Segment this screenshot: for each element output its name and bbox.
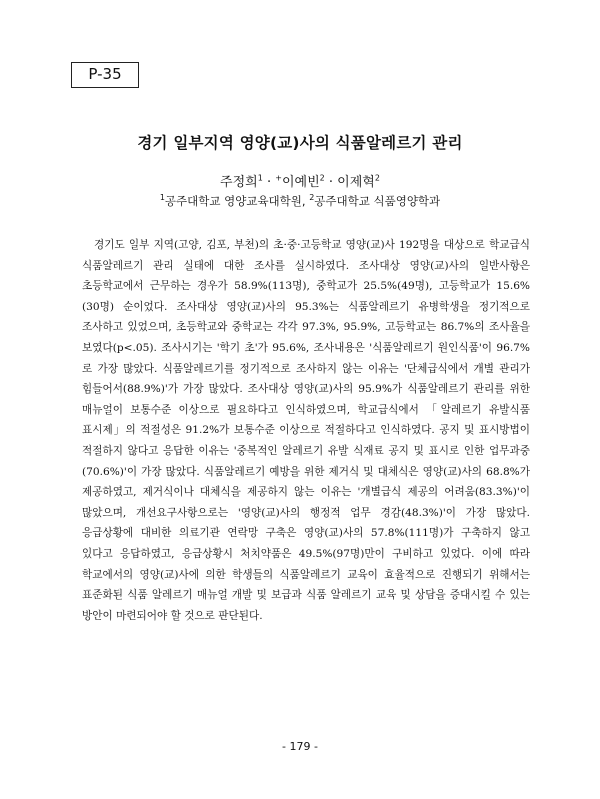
author-list xyxy=(0,171,600,190)
affiliation-mark: 2 xyxy=(309,193,315,203)
author-affiliation-mark: 1 xyxy=(257,173,263,183)
affiliation-mark: 1 xyxy=(159,193,165,203)
affiliation-list xyxy=(0,193,600,209)
affiliation-text: 공주대학교 식품영양학과 xyxy=(314,194,441,208)
author-name: 이예빈 xyxy=(281,175,320,190)
poster-id-badge xyxy=(71,62,139,88)
corresponding-author-mark: + xyxy=(275,173,282,183)
author-separator: · xyxy=(266,175,272,190)
author-name: 이제혁 xyxy=(337,175,375,190)
abstract-body: 경기도 일부 지역(고양, 김포, 부천)의 초·중·고등학교 영양(교)사 192명을 대상으로 학교급식 식품알레르기 관리 실태에 대한 조사를 실시하였다. 조사대상 영양(교)사의 일반사항은 초등학교에서 근무하는 경우가 58.9%(113명), 중학교가 25.5%(49명), 고등학교가 15.6%(30명) 순이었다. 조사대상 영양(교)사의 95.3%는 식품알레르기 유병학생을 정기적으로 조사하고 있었으며, 초등학교와 중학교는 각각 97.3%, 95.9%, 고등학교는 86.7%의 조사율을 보였다(p<.05). 조사시기는 '학기 초'가 95.6%, 조사내용은 '식품알레르기 원인식품'이 96.7%로 가장 많았다. 식품알레르기를 정기적으로 조사하지 않는 이유는 '단체급식에서 개별 관리가 힘들어서(88.9%)'가 가장 많았다. 조사대상 영양(교)사의 95.9%가 식품알레르기 관리를 위한 매뉴얼이 보통수준 이상으로 필요하다고 인식하였으며, 학교급식에서 「알레르기 유발식품 표시제」의 적절성은 91.2%가 보통수준 이상으로 적절하다고 인식하였다. 공지 및 표시방법이 적절하지 않다고 응답한 이유는 '중복적인 알레르기 유발 식재료 공지 및 표시로 인한 업무과중(70.6%)'이 가장 많았다. 식품알레르기 예방을 위한 제거식 및 대체식은 영양(교)사의 68.8%가 제공하였고, 제거식이나 대체식을 제공하지 않는 이유는 '개별급식 제공의 어려움(83.3%)'이 많았으며, 개선요구사항으로는 '영양(교)사의 행정적 업무 경감(48.3%)'이 가장 많았다. 응급상황에 대비한 의료기관 연락망 구축은 영양(교)사의 57.8%(111명)가 구축하지 않고 있다고 응답하였고, 응급상황시 처치약품은 49.5%(97명)만이 구비하고 있었다. 이에 따라 학교에서의 영양(교)사에 의한 학생들의 식품알레르기 교육이 효율적으로 진행되기 위해서는 표준화된 식품 알레르기 매뉴얼 개발 및 보급과 식품 알레르기 교육 및 상담을 증대시킬 수 있는 방안이 마련되어야 할 것으로 판단된다. xyxy=(82,239,530,622)
author-affiliation-mark: 2 xyxy=(374,173,380,183)
author-separator: · xyxy=(328,175,334,190)
author-affiliation-mark: 2 xyxy=(319,173,325,183)
poster-id-label: P-35 xyxy=(88,65,122,83)
author-name: 주정희 xyxy=(220,175,258,190)
paper-title: 경기 일부지역 영양(교)사의 식품알레르기 관리 xyxy=(137,134,463,152)
page-number: - 179 - xyxy=(282,740,318,753)
affiliation-text: 공주대학교 영양교육대학원, xyxy=(164,194,306,208)
